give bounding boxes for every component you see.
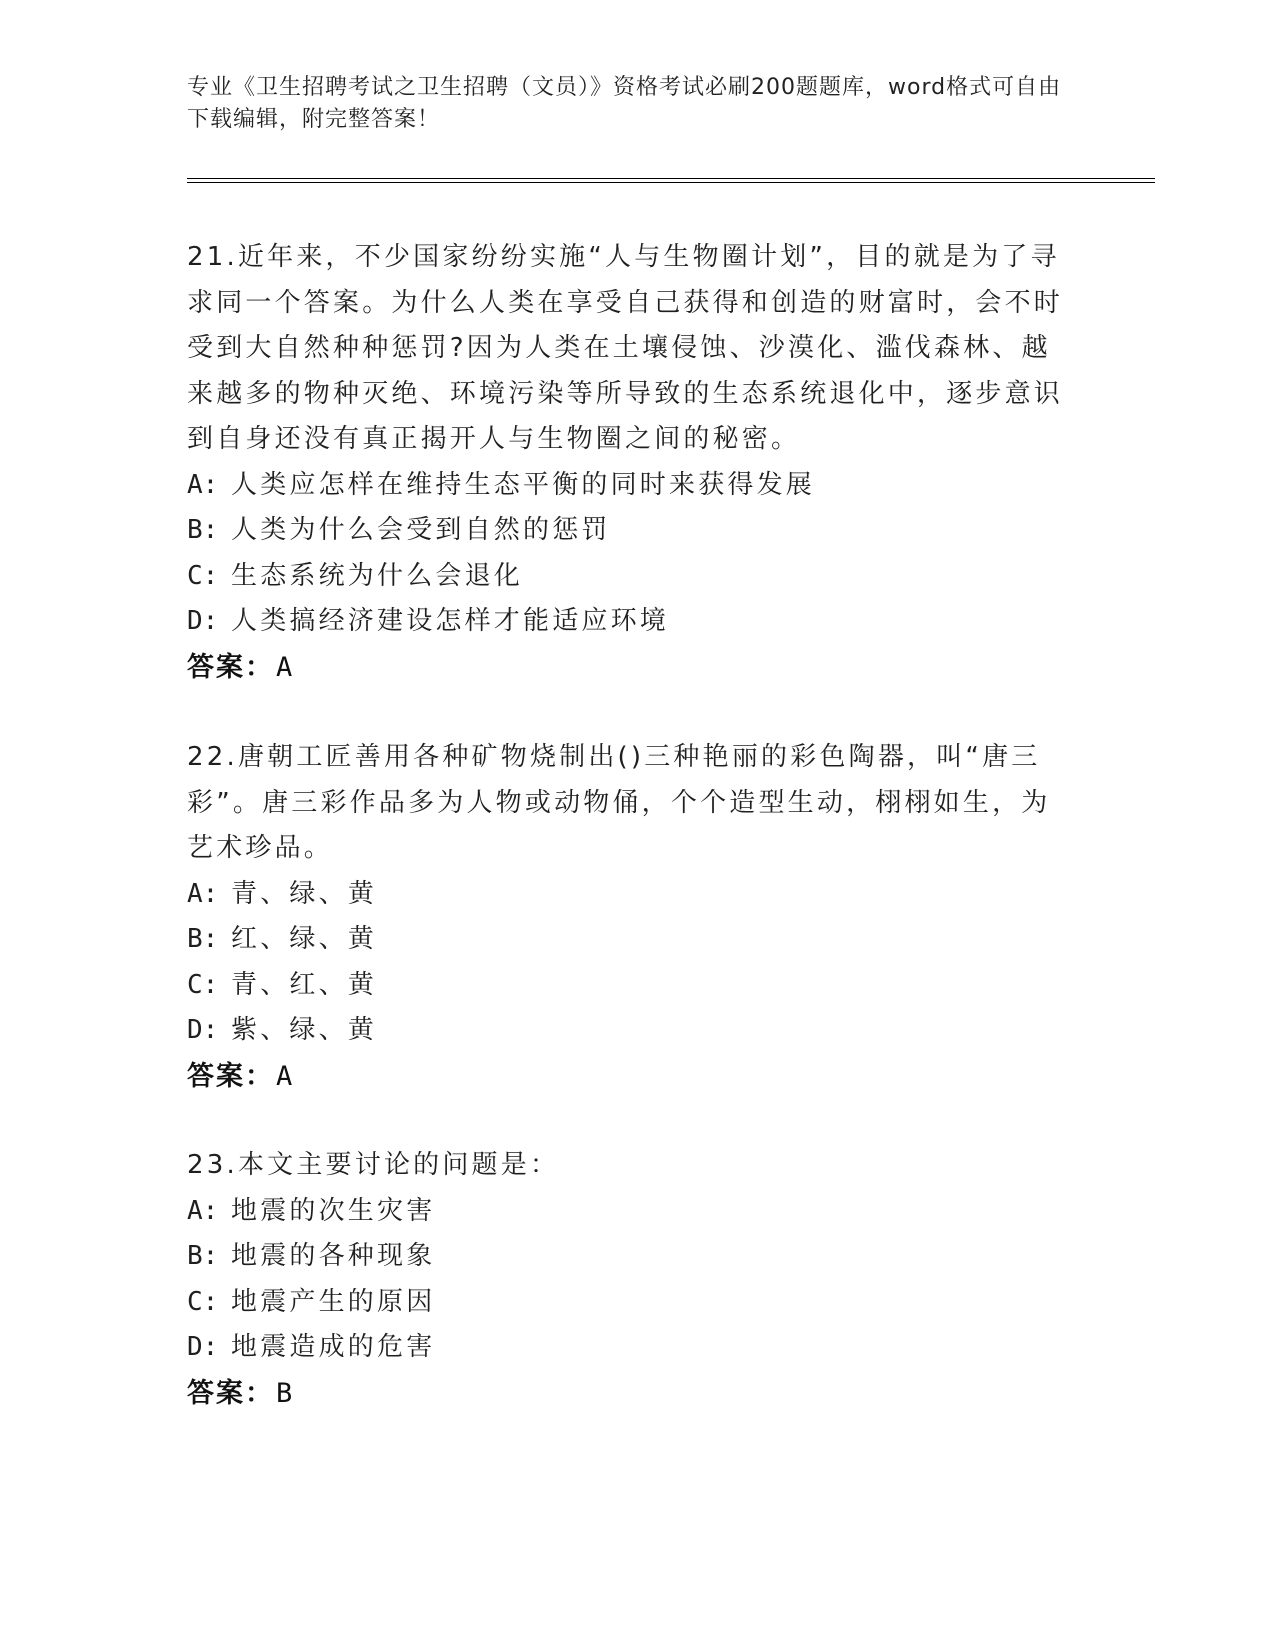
header-text: 专业《卫生招聘考试之卫生招聘（文员）》资格考试必刷200题题库，word格式可自由下载编辑，附完整答案！ bbox=[187, 75, 1062, 132]
answer-value: A bbox=[276, 651, 295, 683]
option-b bbox=[187, 508, 1077, 554]
option-text: 地震的次生灾害 bbox=[231, 1195, 436, 1226]
option-text: 生态系统为什么会退化 bbox=[231, 560, 524, 591]
option-b bbox=[187, 917, 1077, 963]
option-b bbox=[187, 1234, 1077, 1280]
option-letter: B: bbox=[187, 924, 219, 954]
answer-label: 答案： bbox=[187, 1060, 274, 1092]
answer-line bbox=[187, 1054, 1077, 1100]
option-a bbox=[187, 463, 1077, 509]
option-text: 紫、绿、黄 bbox=[231, 1015, 378, 1045]
option-text: 青、红、黄 bbox=[231, 969, 378, 1000]
option-letter: C: bbox=[187, 1286, 219, 1317]
option-d bbox=[187, 1008, 1077, 1054]
option-letter: A: bbox=[187, 878, 219, 909]
question-stem: 22.唐朝工匠善用各种矿物烧制出()三种艳丽的彩色陶器，叫“唐三彩”。唐三彩作品多为人物或动物俑，个个造型生动，栩栩如生，为艺术珍品。 bbox=[187, 742, 1051, 863]
answer-line bbox=[187, 1371, 1077, 1417]
question-23 bbox=[187, 1143, 1077, 1417]
option-letter: A: bbox=[187, 469, 219, 500]
question-stem: 21.近年来，不少国家纷纷实施“人与生物圈计划”，目的就是为了寻求同一个答案。为什么人类在享受自己获得和创造的财富时，会不时受到大自然种种惩罚?因为人类在土壤侵蚀、沙漠化、滥伐森林、越来越多的物种灭绝、环境污染等所导致的生态系统退化中，逐步意识到自身还没有真正揭开人与生物圈之间的秘密。 bbox=[187, 242, 1064, 454]
option-letter: B: bbox=[187, 1241, 219, 1271]
option-letter: B: bbox=[187, 515, 219, 545]
answer-label: 答案： bbox=[187, 651, 274, 683]
option-letter: C: bbox=[187, 560, 219, 591]
option-d bbox=[187, 1325, 1077, 1371]
option-text: 青、绿、黄 bbox=[231, 878, 378, 909]
option-text: 人类搞经济建设怎样才能适应环境 bbox=[231, 606, 670, 636]
option-letter: D: bbox=[187, 1332, 219, 1362]
answer-value: B bbox=[276, 1377, 295, 1409]
option-text: 人类应怎样在维持生态平衡的同时来获得发展 bbox=[231, 469, 816, 500]
option-letter: D: bbox=[187, 1015, 219, 1045]
option-letter: A: bbox=[187, 1195, 219, 1226]
option-c bbox=[187, 1280, 1077, 1326]
option-a bbox=[187, 1189, 1077, 1235]
answer-line bbox=[187, 645, 1077, 691]
question-21 bbox=[187, 235, 1077, 691]
question-stem: 23.本文主要讨论的问题是： bbox=[187, 1150, 560, 1180]
option-d bbox=[187, 599, 1077, 645]
question-22 bbox=[187, 735, 1077, 1100]
option-a bbox=[187, 872, 1077, 918]
option-text: 地震产生的原因 bbox=[231, 1286, 436, 1317]
header-divider bbox=[187, 178, 1155, 183]
option-c bbox=[187, 554, 1077, 600]
option-text: 地震的各种现象 bbox=[231, 1241, 436, 1271]
option-text: 红、绿、黄 bbox=[231, 924, 378, 954]
option-letter: D: bbox=[187, 606, 219, 636]
answer-label: 答案： bbox=[187, 1377, 274, 1409]
option-text: 地震造成的危害 bbox=[231, 1332, 436, 1362]
option-letter: C: bbox=[187, 969, 219, 1000]
option-text: 人类为什么会受到自然的惩罚 bbox=[231, 515, 611, 545]
answer-value: A bbox=[276, 1060, 295, 1092]
document-header bbox=[187, 72, 1067, 136]
option-c bbox=[187, 963, 1077, 1009]
